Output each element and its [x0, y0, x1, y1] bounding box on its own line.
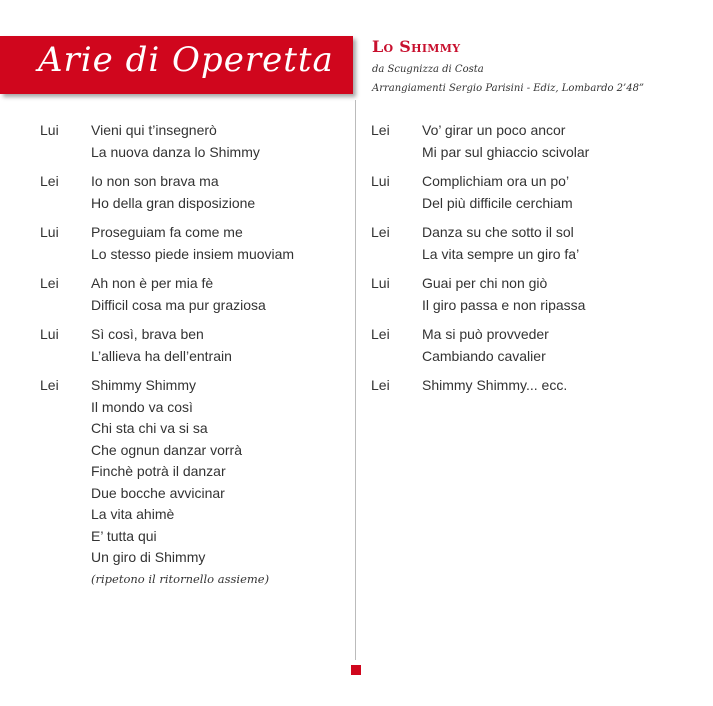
lyric-line: Finchè potrà il danzar	[91, 463, 226, 479]
lyric-line: La vita ahimè	[91, 506, 175, 522]
lyric-stanza	[371, 171, 701, 214]
lyric-line: Lo stesso piede insiem muoviam	[91, 245, 295, 262]
lyric-line: Io non son brava ma	[91, 173, 219, 189]
stanza-lines	[91, 375, 340, 590]
lyrics-column-left	[40, 120, 340, 598]
stanza-lines	[91, 273, 340, 316]
lyric-line: Proseguiam fa come me	[91, 224, 243, 240]
stanza-lines	[91, 171, 340, 214]
lyric-line: Il giro passa e non ripassa	[422, 296, 586, 313]
lyric-stanza	[40, 171, 340, 214]
stanza-lines	[422, 171, 701, 214]
lyric-line: Danza su che sotto il sol	[422, 224, 574, 240]
lyric-stanza	[40, 222, 340, 265]
stage-direction: (ripetono il ritornello assieme)	[91, 571, 270, 586]
lyric-line: Cambiando cavalier	[422, 347, 546, 364]
lyric-line: Due bocche avvicinar	[91, 484, 225, 501]
lyric-line: Mi par sul ghiaccio scivolar	[422, 143, 590, 160]
speaker-label: Lei	[371, 326, 390, 342]
speaker-label: Lui	[40, 326, 59, 342]
speaker-label: Lei	[371, 224, 390, 240]
page-marker	[351, 665, 361, 675]
lyric-stanza	[40, 324, 340, 367]
stanza-lines	[422, 120, 701, 163]
song-subtitle: da Scugnizza di Costa	[372, 64, 484, 75]
lyric-line: Il mondo va così	[91, 398, 193, 415]
speaker-label: Lei	[40, 173, 59, 189]
lyric-line: Ma si può provveder	[422, 326, 549, 342]
lyric-stanza	[371, 120, 701, 163]
speaker-label: Lui	[371, 275, 390, 291]
column-divider	[355, 100, 356, 660]
speaker-label: Lei	[371, 122, 390, 138]
speaker-label: Lei	[40, 275, 59, 291]
lyric-line: Shimmy Shimmy	[91, 377, 197, 393]
speaker-label: Lei	[40, 377, 59, 393]
song-credits: Arrangiamenti Sergio Parisini - Ediz, Lombardo 2’48”	[372, 83, 645, 94]
stanza-lines	[91, 120, 340, 163]
lyric-stanza	[371, 375, 701, 397]
speaker-label: Lui	[40, 224, 59, 240]
lyric-line: Sì così, brava ben	[91, 326, 204, 342]
lyric-line: Chi sta chi va si sa	[91, 420, 208, 436]
lyric-line: Complichiam ora un po’	[422, 173, 570, 189]
lyric-line: Ah non è per mia fè	[91, 275, 214, 291]
stanza-lines	[422, 375, 701, 397]
lyric-stanza	[40, 273, 340, 316]
stanza-lines	[91, 222, 340, 265]
stanza-lines	[422, 222, 701, 265]
lyric-line: Ho della gran disposizione	[91, 194, 256, 211]
lyric-stanza	[371, 222, 701, 265]
lyric-line: La nuova danza lo Shimmy	[91, 143, 260, 160]
title-banner	[0, 36, 353, 94]
stanza-lines	[422, 324, 701, 367]
lyric-line: E’ tutta qui	[91, 527, 157, 544]
lyric-line: Che ognun danzar vorrà	[91, 441, 242, 458]
lyric-stanza	[40, 120, 340, 163]
lyric-stanza	[40, 375, 340, 590]
song-title: Lo Shimmy	[372, 37, 461, 56]
banner-title: Arie di Operetta	[38, 40, 334, 80]
lyric-line: Difficil cosa ma pur graziosa	[91, 296, 266, 313]
lyric-stanza	[371, 273, 701, 316]
lyric-line: La vita sempre un giro fa’	[422, 245, 580, 262]
lyric-line: Guai per chi non giò	[422, 275, 548, 291]
speaker-label: Lei	[371, 377, 390, 393]
stanza-lines	[422, 273, 701, 316]
lyric-line: Vieni qui t’insegnerò	[91, 122, 217, 138]
lyric-line: Shimmy Shimmy... ecc.	[422, 377, 568, 393]
lyric-line: Vo’ girar un poco ancor	[422, 122, 566, 138]
speaker-label: Lui	[371, 173, 390, 189]
lyric-line: Del più difficile cerchiam	[422, 194, 573, 211]
lyric-line: Un giro di Shimmy	[91, 549, 206, 565]
lyrics-column-right	[371, 120, 701, 405]
speaker-label: Lui	[40, 122, 59, 138]
lyric-line: L’allieva ha dell’entrain	[91, 347, 232, 364]
lyric-stanza	[371, 324, 701, 367]
stanza-lines	[91, 324, 340, 367]
